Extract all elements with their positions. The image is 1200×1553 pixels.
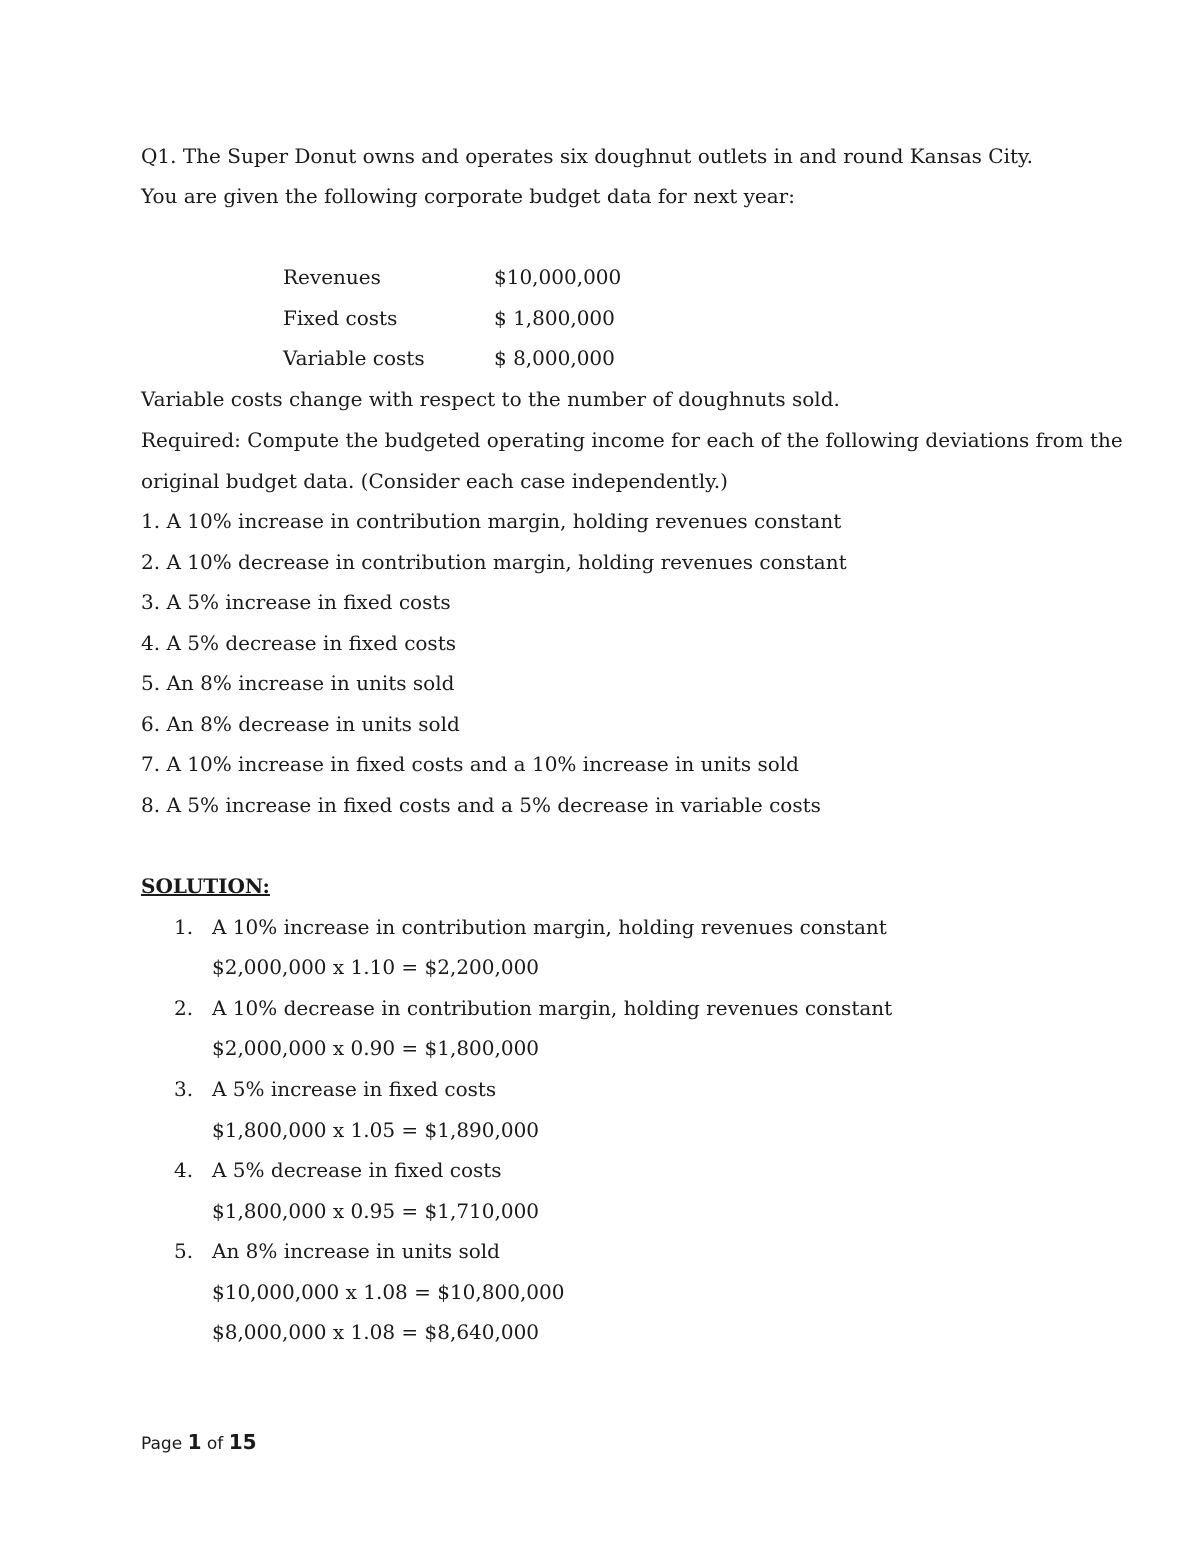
- solution-calculation: $1,800,000 x 1.05 = $1,890,000: [212, 1118, 540, 1142]
- required-line-1: Required: Compute the budgeted operating income for each of the following deviations from the: [141, 428, 1123, 452]
- question-item-6: 6. An 8% decrease in units sold: [141, 712, 460, 736]
- page-word: Page: [141, 1434, 183, 1454]
- page-number: 1: [187, 1430, 202, 1454]
- solution-calculation: $2,000,000 x 1.10 = $2,200,000: [212, 955, 540, 979]
- solution-item-number: 5.: [174, 1239, 194, 1263]
- solution-calculation: $10,000,000 x 1.08 = $10,800,000: [212, 1280, 565, 1304]
- budget-label-fixed-costs: Fixed costs: [283, 306, 398, 330]
- solution-item-title: A 5% increase in fixed costs: [212, 1077, 497, 1101]
- budget-value-revenues: $10,000,000: [494, 265, 622, 289]
- total-pages: 15: [228, 1430, 257, 1454]
- solution-item-title: An 8% increase in units sold: [212, 1239, 500, 1263]
- solution-item-number: 2.: [174, 996, 194, 1020]
- question-item-2: 2. A 10% decrease in contribution margin, holding revenues constant: [141, 550, 847, 574]
- question-item-8: 8. A 5% increase in fixed costs and a 5% decrease in variable costs: [141, 793, 821, 817]
- question-intro-line-2: You are given the following corporate budget data for next year:: [141, 184, 795, 208]
- required-line-2: original budget data. (Consider each case independently.): [141, 469, 728, 493]
- question-item-5: 5. An 8% increase in units sold: [141, 671, 455, 695]
- solution-calculation: $8,000,000 x 1.08 = $8,640,000: [212, 1320, 540, 1344]
- solution-calculation: $1,800,000 x 0.95 = $1,710,000: [212, 1199, 540, 1223]
- budget-value-variable-costs: $ 8,000,000: [494, 346, 615, 370]
- budget-value-fixed-costs: $ 1,800,000: [494, 306, 615, 330]
- solution-item-title: A 10% decrease in contribution margin, holding revenues constant: [212, 996, 893, 1020]
- solution-calculation: $2,000,000 x 0.90 = $1,800,000: [212, 1036, 540, 1060]
- of-word: of: [206, 1434, 224, 1454]
- variable-costs-note: Variable costs change with respect to the number of doughnuts sold.: [141, 387, 840, 411]
- solution-item-title: A 10% increase in contribution margin, holding revenues constant: [212, 915, 887, 939]
- question-intro-line-1: Q1. The Super Donut owns and operates six doughnut outlets in and round Kansas City.: [141, 144, 1034, 168]
- solution-heading: SOLUTION:: [141, 874, 270, 898]
- budget-label-variable-costs: Variable costs: [283, 346, 425, 370]
- question-item-4: 4. A 5% decrease in fixed costs: [141, 631, 456, 655]
- solution-item-number: 1.: [174, 915, 194, 939]
- page-footer: [141, 1430, 257, 1454]
- solution-item-number: 4.: [174, 1158, 194, 1182]
- question-item-3: 3. A 5% increase in fixed costs: [141, 590, 451, 614]
- question-item-7: 7. A 10% increase in fixed costs and a 10% increase in units sold: [141, 752, 799, 776]
- solution-item-title: A 5% decrease in fixed costs: [212, 1158, 502, 1182]
- solution-item-number: 3.: [174, 1077, 194, 1101]
- question-item-1: 1. A 10% increase in contribution margin, holding revenues constant: [141, 509, 842, 533]
- budget-label-revenues: Revenues: [283, 265, 381, 289]
